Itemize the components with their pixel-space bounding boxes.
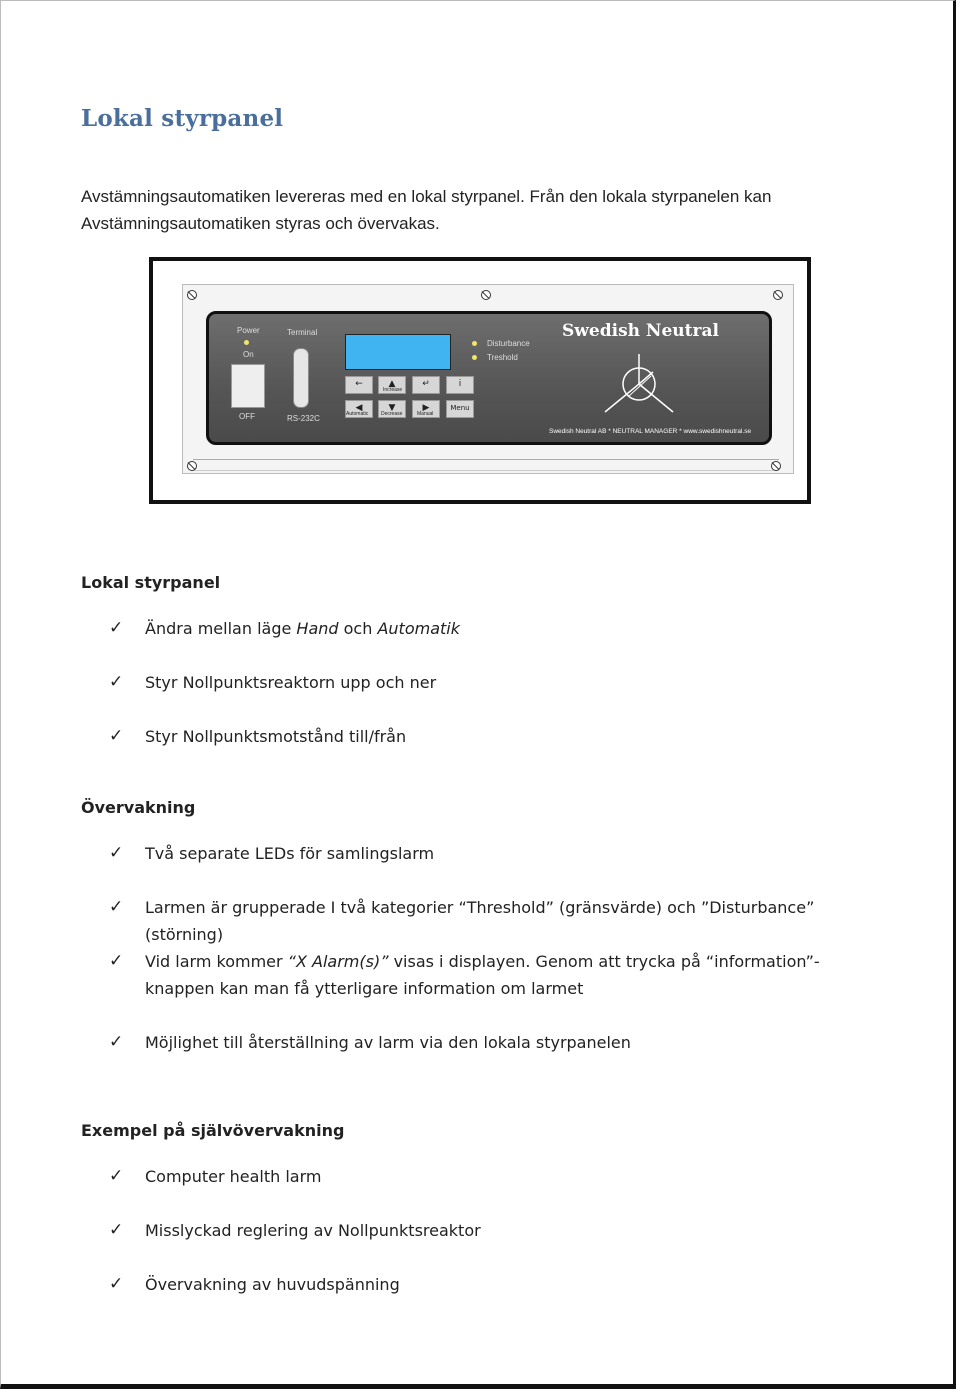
automatic-button[interactable]: ◀: [345, 400, 373, 418]
check-icon: ✓: [109, 672, 124, 692]
control-panel: [206, 311, 772, 445]
disturbance-led: [472, 341, 477, 346]
check-icon: ✓: [109, 1166, 124, 1186]
mounting-rail: [193, 459, 779, 471]
menu-button[interactable]: Menu: [446, 400, 474, 418]
off-label: OFF: [239, 412, 255, 421]
check-icon: ✓: [109, 1032, 124, 1052]
enter-button[interactable]: ↵: [412, 376, 440, 394]
screw-icon: [773, 290, 783, 300]
terminal-label: Terminal: [287, 328, 318, 337]
power-switch[interactable]: [231, 364, 265, 408]
screw-icon: [481, 290, 491, 300]
automatic-button-label: Automatic: [346, 411, 369, 417]
increase-button-label: Increase: [383, 387, 403, 393]
back-button[interactable]: ←: [345, 376, 373, 394]
info-button[interactable]: i: [446, 376, 474, 394]
lcd-display: [345, 334, 451, 370]
panel-footer-text: Swedish Neutral AB * NEUTRAL MANAGER * www.swedishneutral.se: [549, 428, 752, 435]
rs232-label: RS-232C: [287, 414, 320, 423]
screw-icon: [771, 461, 781, 471]
check-icon: ✓: [109, 726, 124, 746]
brand-name: Swedish Neutral: [562, 321, 719, 341]
intro-paragraph: Avstämningsautomatiken levereras med en lokal styrpanel. Från den lokala styrpanelen kan Avstämningsautomatiken styras och övervakas.: [81, 187, 772, 233]
check-icon: ✓: [109, 1274, 124, 1294]
figure-frame: [149, 257, 811, 504]
screw-icon: [187, 290, 197, 300]
decrease-button[interactable]: ▼: [378, 400, 406, 418]
neutral-logo-icon: [599, 354, 679, 419]
section-heading-exempel: Exempel på självövervakning: [81, 1121, 345, 1140]
screw-icon: [187, 461, 197, 471]
decrease-button-label: Decrease: [381, 411, 403, 417]
rs232-connector: [293, 348, 309, 408]
increase-button[interactable]: ▲: [378, 376, 406, 394]
disturbance-label: Disturbance: [487, 339, 530, 348]
check-icon: ✓: [109, 618, 124, 638]
power-led: [244, 340, 249, 345]
check-icon: ✓: [109, 951, 124, 971]
treshold-label: Treshold: [487, 353, 518, 362]
manual-button-label: Manual: [417, 411, 434, 417]
check-icon: ✓: [109, 843, 124, 863]
section-heading-lokal-styrpanel: Lokal styrpanel: [81, 573, 221, 592]
on-label: On: [243, 350, 254, 359]
document-page: Lokal styrpanel Avstämningsautomatiken levereras med en lokal styrpanel. Från den lokala styrpanelen kan Avstämningsautomatiken styras och övervakas. Power On OFF Terminal RS-232C Disturbance Treshold ← ▲ Increase ↵ i ◀ Automatic ▼ Decrease ▶ Manual Menu Swedish Neutral Swedish Neutral AB * NEUTRAL MANAGER * www.swedishneutral.se Lokal styrpanel ✓ Ändra mellan läge Hand och Automatik ✓ Styr Nollpunktsreaktorn upp och ner ✓ Styr Nollpunktsmotstånd till/från Övervakning ✓ Två separate LEDs för samlingslarm ✓ Larmen är grupperade I två kategorier “Threshold” (gränsvärde) och ”Disturbance” (störning) ✓ Vid larm kommer “X Alarm(s)” visas i displayen. Genom att trycka på “information”-knappen kan man få ytterligare information om larmet ✓ Möjlighet till återställning av larm via den lokala styrpanelen Exempel på självövervakning ✓ Computer health larm ✓ Misslyckad reglering av Nollpunktsreaktor ✓ Övervakning av huvudspänning: [0, 0, 956, 1389]
page-title: Lokal styrpanel: [81, 105, 284, 132]
check-icon: ✓: [109, 897, 124, 917]
power-label: Power: [237, 326, 260, 335]
treshold-led: [472, 355, 477, 360]
control-panel-figure: [149, 257, 811, 504]
section-heading-overvakning: Övervakning: [81, 798, 196, 817]
manual-button[interactable]: ▶: [412, 400, 440, 418]
check-icon: ✓: [109, 1220, 124, 1240]
